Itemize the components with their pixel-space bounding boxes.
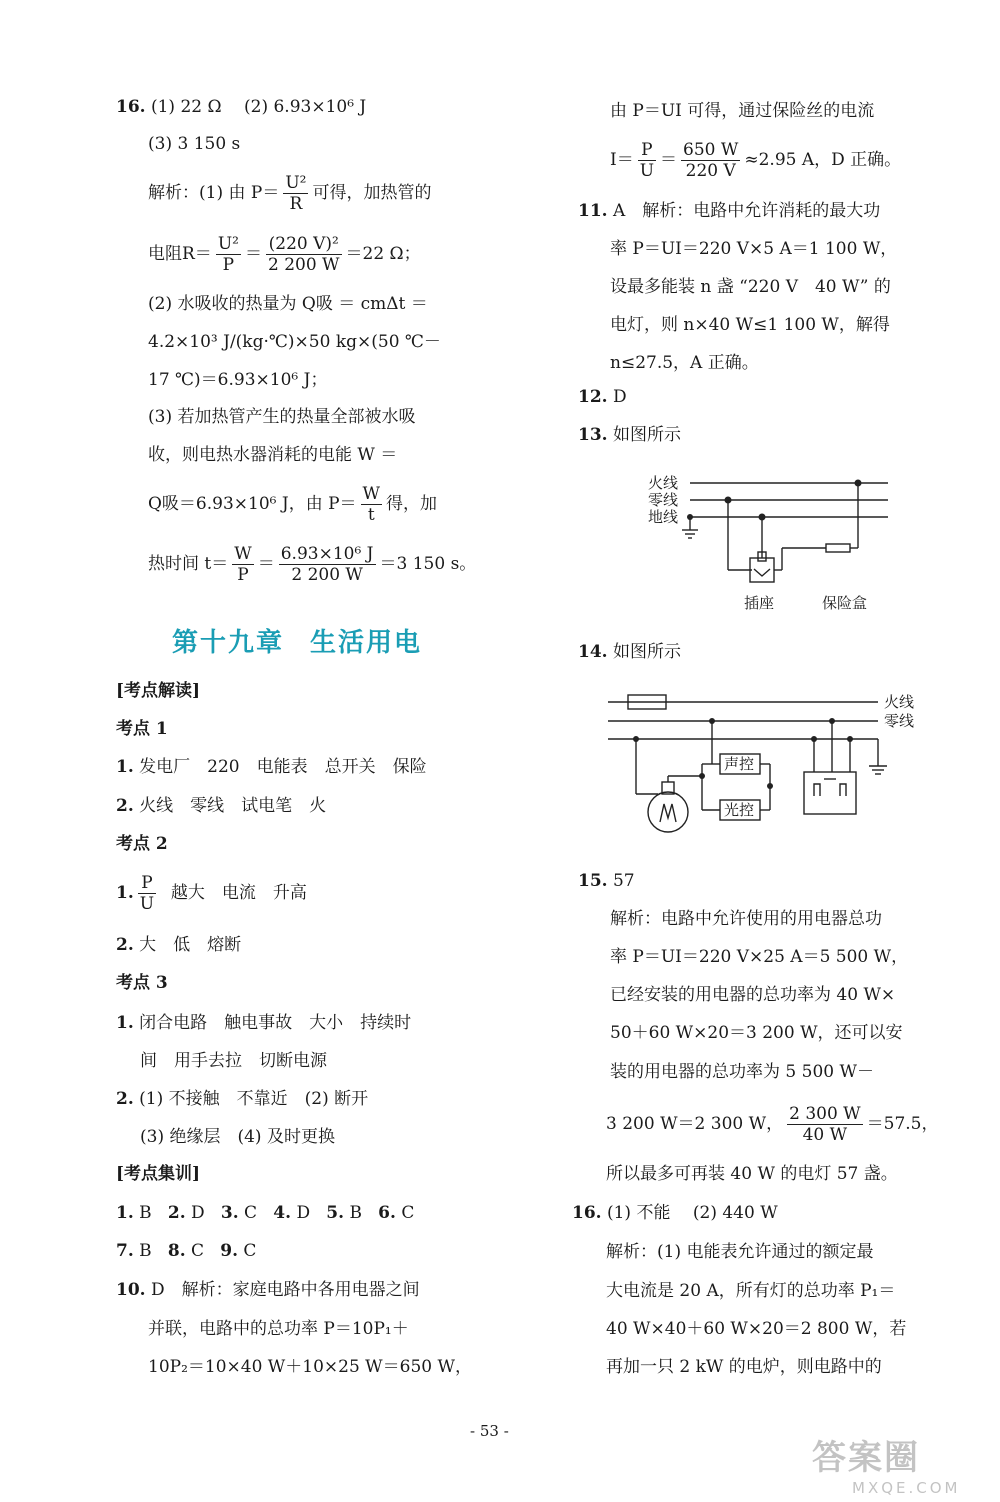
chapter-title	[172, 622, 422, 659]
numerator: U²	[285, 173, 307, 193]
q16r-line2: 大电流是 20 A，所有灯的总功率 P₁＝	[606, 1281, 896, 1301]
item-number: 2.	[116, 796, 134, 816]
text: ≈2.95 A，D 正确。	[744, 150, 902, 170]
q11-line5: n≤27.5，A 正确。	[610, 353, 759, 373]
fraction-2300w-over-40w	[787, 1104, 863, 1145]
text: ＝	[660, 150, 678, 170]
fraction-p-over-u	[138, 873, 156, 914]
q16-solution-a	[148, 173, 431, 214]
item-text: (1) 不接触 不靠近 (2) 断开	[139, 1089, 369, 1109]
q16-line2: (3) 3 150 s	[148, 134, 241, 154]
fraction-650w-over-220v	[681, 140, 740, 181]
q13-number: 13.	[578, 425, 608, 445]
chapter-number: 第十九章	[172, 628, 285, 658]
q11-line2: 率 P＝UI＝220 V×5 A＝1 100 W，	[610, 239, 898, 259]
q10-text: D 解析：家庭电路中各用电器之间	[150, 1280, 420, 1300]
q15-number: 15.	[578, 871, 608, 891]
q16r-line4: 再加一只 2 kW 的电炉，则电路中的	[606, 1357, 882, 1377]
denominator: P	[222, 255, 235, 275]
fraction-energy-over-power	[279, 544, 376, 585]
numerator: P	[138, 873, 156, 894]
kaodian-2: 考点 2	[116, 834, 168, 854]
circuit-14-svg	[606, 684, 926, 854]
q12-number: 12.	[578, 387, 608, 407]
item-number: 2.	[116, 1089, 134, 1109]
q16-solution-f: (3) 若加热管产生的热量全部被水吸	[148, 407, 416, 427]
denominator: U	[139, 894, 155, 914]
text: 得，加	[386, 494, 438, 514]
numerator: 2 300 W	[789, 1104, 861, 1124]
text: 可得，加热管的	[312, 183, 432, 203]
q11-line1	[578, 200, 880, 222]
label-ground-wire: 地线	[648, 508, 679, 526]
q16r-line1: 解析：(1) 电能表允许通过的额定最	[606, 1242, 874, 1262]
kp3-item2-cont: (3) 绝缘层 (4) 及时更换	[140, 1127, 335, 1147]
kaodian-3: 考点 3	[116, 973, 168, 993]
denominator: U	[639, 161, 655, 181]
fraction-u2-over-r	[283, 173, 308, 214]
q10-line3: 10P₂＝10×40 W＋10×25 W＝650 W，	[148, 1357, 472, 1377]
fraction-p-over-u	[638, 140, 656, 181]
answer-2: 2. D	[167, 1203, 205, 1223]
q10-line1	[116, 1279, 420, 1301]
q15	[578, 870, 635, 892]
q16-solution-e: 17 ℃)＝6.93×10⁶ J；	[148, 370, 328, 390]
text: I＝	[610, 150, 634, 170]
item-text: 闭合电路 触电事故 大小 持续时	[139, 1013, 412, 1033]
numerator: P	[638, 140, 656, 161]
denominator: t	[367, 505, 375, 525]
numerator: (220 V)²	[266, 234, 342, 255]
answer-4: 4. D	[273, 1203, 311, 1223]
q16r-line3: 40 W×40＋60 W×20＝2 800 W，若	[606, 1319, 907, 1339]
q12	[578, 386, 627, 408]
label-socket: 插座	[744, 594, 775, 612]
text: Q吸＝6.93×10⁶ J，由 P＝	[148, 494, 357, 514]
q11-line4: 电灯，则 n×40 W≤1 100 W，解得	[610, 315, 890, 335]
denominator: 2 200 W	[267, 255, 340, 275]
watermark-text: 答案圈	[812, 1438, 920, 1478]
watermark-logo	[812, 1430, 992, 1500]
item-number: 1.	[116, 1013, 134, 1033]
q16-solution-d: 4.2×10³ J/(kg·℃)×50 kg×(50 ℃－	[148, 332, 441, 352]
text: ＝57.5，	[866, 1114, 939, 1134]
text: ＝	[244, 244, 262, 264]
kp1-item2	[116, 795, 326, 817]
chapter-name: 生活用电	[310, 628, 423, 658]
answer-7: 7. B	[116, 1241, 152, 1261]
section-kaodian-jiedu: [考点解读]	[116, 681, 201, 701]
text: 解析：(1) 由 P＝	[148, 183, 280, 203]
q11-text: A 解析：电路中允许消耗的最大功	[612, 201, 881, 221]
item-text: 越大 电流 升高	[170, 883, 307, 903]
answer-row-1	[116, 1202, 414, 1224]
q15-line2: 率 P＝UI＝220 V×25 A＝5 500 W，	[610, 947, 909, 967]
q11-line3: 设最多能装 n 盏 “220 V 40 W” 的	[610, 277, 891, 297]
q16-solution-h	[148, 484, 437, 525]
text: ＝	[257, 554, 275, 574]
q10-line2: 并联，电路中的总功率 P＝10P₁＋	[148, 1319, 409, 1339]
fraction-220v-over-2200w	[266, 234, 342, 275]
item-number: 1.	[116, 883, 134, 903]
label-neutral-wire-14: 零线	[884, 712, 915, 730]
denominator: P	[237, 565, 249, 585]
answer-8: 8. C	[167, 1241, 205, 1261]
fraction-w-over-p	[232, 544, 253, 585]
q12-answer: D	[612, 387, 627, 407]
answer-row-2	[116, 1240, 256, 1262]
q14-number: 14.	[578, 642, 608, 662]
q15-line3: 已经安装的用电器的总功率为 40 W×	[610, 985, 896, 1005]
circuit-13-svg	[640, 470, 900, 620]
q15-line5: 装的用电器的总功率为 5 500 W－	[610, 1062, 874, 1082]
kaodian-1: 考点 1	[116, 719, 168, 739]
numerator: 650 W	[683, 140, 739, 160]
answer-5: 5. B	[326, 1203, 362, 1223]
q15-line4: 50＋60 W×20＝3 200 W，还可以安	[610, 1023, 903, 1043]
q16-solution-c: (2) 水吸收的热量为 Q吸 ＝ cmΔt ＝	[148, 294, 428, 314]
label-fuse-box: 保险盒	[822, 594, 868, 612]
denominator: 2 200 W	[291, 565, 363, 585]
kp3-item1	[116, 1012, 411, 1034]
circuit-diagram-14	[606, 684, 926, 854]
q13-answer: 如图所示	[612, 425, 681, 445]
q14	[578, 641, 681, 663]
label-sound-control: 声控	[724, 755, 755, 773]
q10-cont-2	[610, 140, 901, 181]
kp1-item1	[116, 756, 427, 778]
q13	[578, 424, 681, 446]
q16-solution-i	[148, 544, 476, 585]
item-text: 大 低 熔断	[139, 935, 242, 955]
denominator: 220 V	[685, 161, 736, 181]
q10-number: 10.	[116, 1280, 146, 1300]
kp2-item2	[116, 934, 241, 956]
label-live-wire-14: 火线	[884, 693, 915, 711]
item-number: 2.	[116, 935, 134, 955]
q16-solution-b	[148, 234, 421, 275]
q15-line1: 解析：电路中允许使用的用电器总功	[610, 909, 882, 929]
watermark-url: MXQE.COM	[852, 1479, 961, 1497]
q16r-number: 16.	[572, 1203, 602, 1223]
circuit-diagram-13	[640, 470, 900, 620]
q16-answer-line1: (1) 22 Ω (2) 6.93×10⁶ J	[150, 97, 367, 117]
item-text: 火线 零线 试电笔 火	[139, 796, 327, 816]
section-kaodian-jixun: [考点集训]	[116, 1164, 201, 1184]
text: ＝3 150 s。	[379, 554, 477, 574]
label-light-control: 光控	[724, 801, 755, 819]
page-number: - 53 -	[470, 1422, 509, 1440]
q16-line1	[116, 96, 366, 118]
q16-solution-g: 收，则电热水器消耗的电能 W ＝	[148, 445, 398, 465]
q15-answer: 57	[612, 871, 635, 891]
denominator: 40 W	[802, 1125, 848, 1145]
numerator: W	[362, 484, 381, 504]
q16-number: 16.	[116, 97, 146, 117]
kp3-item2	[116, 1088, 368, 1110]
answer-1: 1. B	[116, 1203, 152, 1223]
numerator: 6.93×10⁶ J	[280, 544, 374, 564]
label-live-wire: 火线	[648, 474, 679, 492]
numerator: W	[234, 544, 252, 564]
q15-line7: 所以最多可再装 40 W 的电灯 57 盏。	[606, 1164, 898, 1184]
text: 3 200 W＝2 300 W，	[606, 1114, 784, 1134]
q16r-answer: (1) 不能 (2) 440 W	[606, 1203, 778, 1223]
answer-3: 3. C	[220, 1203, 258, 1223]
text: 电阻R＝	[148, 244, 212, 264]
answer-9: 9. C	[220, 1241, 257, 1261]
q16r	[572, 1202, 778, 1224]
numerator: U²	[217, 234, 239, 254]
label-neutral-wire: 零线	[648, 491, 679, 509]
kp2-item1	[116, 873, 307, 914]
text: 热时间 t＝	[148, 554, 229, 574]
fraction-w-over-t	[361, 484, 382, 525]
text: ＝22 Ω；	[345, 244, 421, 264]
q10-cont-1: 由 P＝UI 可得，通过保险丝的电流	[610, 101, 875, 121]
fraction-u2-over-p	[216, 234, 241, 275]
denominator: R	[289, 194, 303, 214]
q11-number: 11.	[578, 201, 608, 221]
item-text: 发电厂 220 电能表 总开关 保险	[139, 757, 427, 777]
answer-6: 6. C	[378, 1203, 415, 1223]
item-number: 1.	[116, 757, 134, 777]
q15-line6	[606, 1104, 939, 1145]
q14-answer: 如图所示	[612, 642, 681, 662]
kp3-item1-cont: 间 用手去拉 切断电源	[140, 1051, 327, 1071]
